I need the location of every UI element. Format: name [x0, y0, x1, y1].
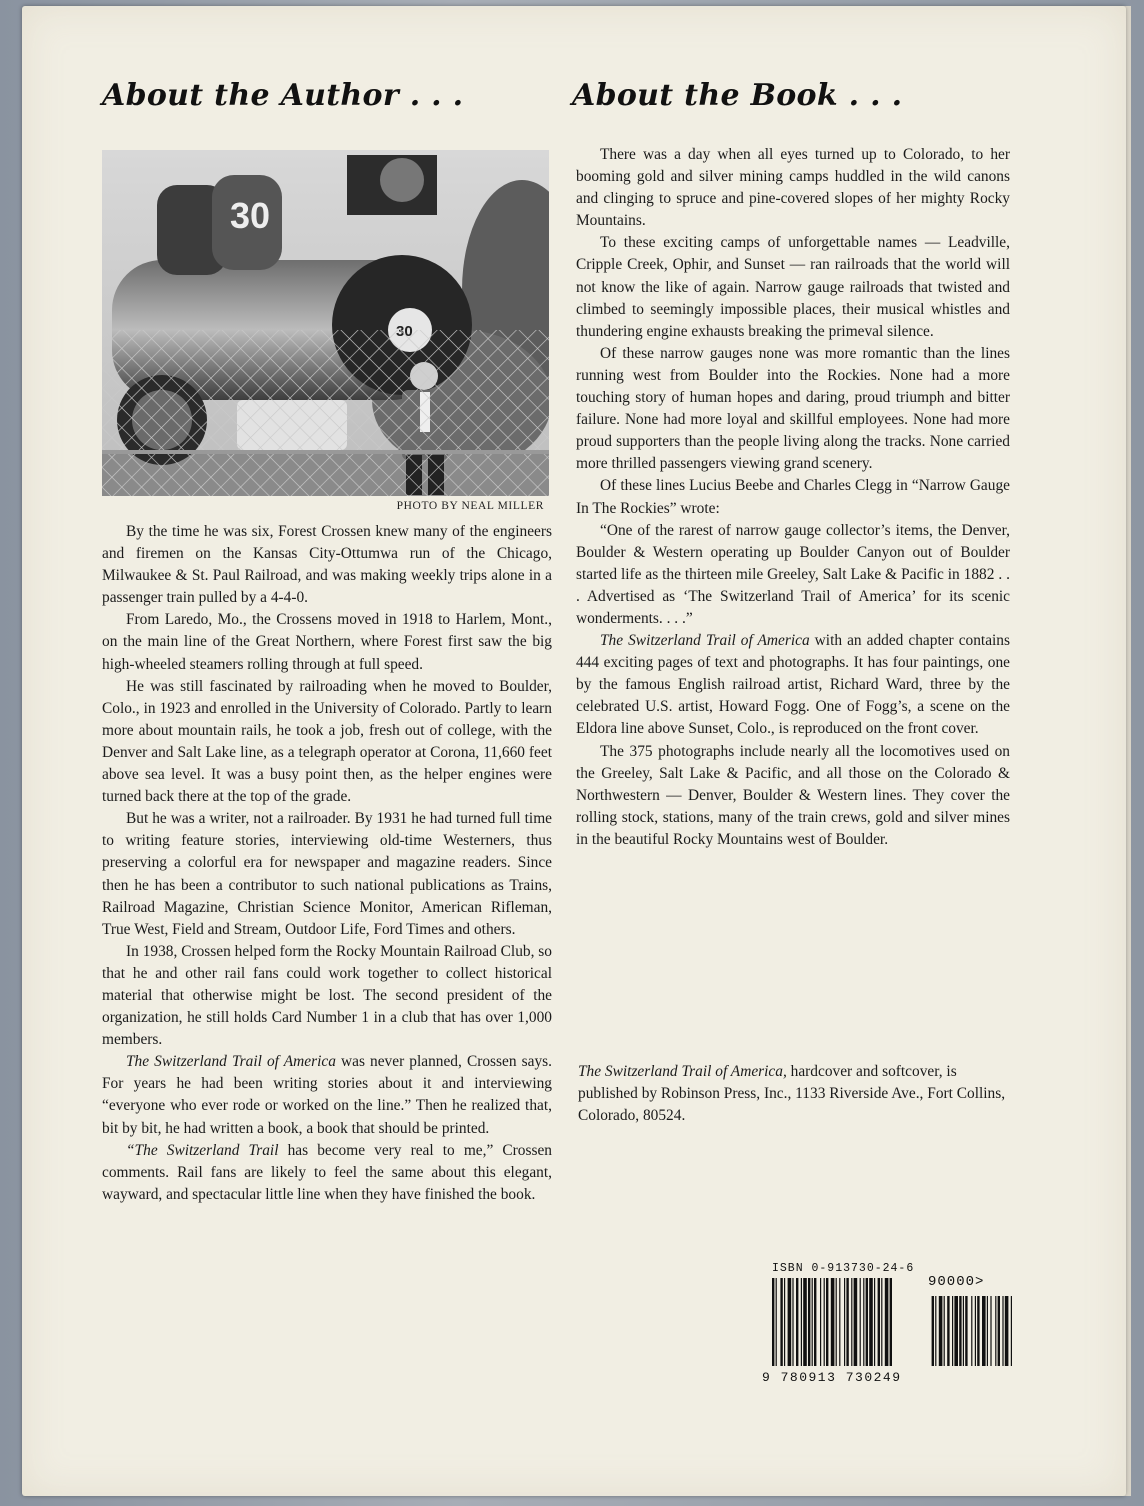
- barcode-bar: [844, 1278, 845, 1366]
- barcode-bar: [784, 1278, 785, 1366]
- barcode-bar: [885, 1278, 889, 1366]
- barcode-bar: [820, 1278, 821, 1366]
- barcode-bar: [881, 1278, 882, 1366]
- barcode-bar: [975, 1296, 976, 1366]
- barcode-bar: [1005, 1296, 1009, 1366]
- isbn-barcode: [762, 1262, 1016, 1387]
- about-author-heading: About the Author . . .: [102, 78, 464, 113]
- barcode-bar: [854, 1278, 858, 1366]
- barcode-bar: [772, 1278, 774, 1366]
- author-paragraph: In 1938, Crossen helped form the Rocky Mountain Railroad Club, so that he and other rail fans could work together to collect historical material that otherwise might be lost. The second president of the organization, he still holds Card Number 1 in a club that has over 1,000 members.: [102, 942, 552, 1049]
- barcode-bar: [939, 1296, 943, 1366]
- book-paragraph: Of these narrow gauges none was more romantic than the lines running west from Boulder into the Rockies. None had a more touching story of human hopes and daring, proud triumph and bitter failure. None had more loyal and skillful employees. None had more proud supporters than the people living along the tracks. None carried more thrilled passengers viewing grand scenery.: [576, 344, 1010, 473]
- barcode-bars: [768, 1278, 1016, 1370]
- barcode-bar: [1011, 1296, 1012, 1366]
- isbn-label: ISBN 0-913730-24-6: [772, 1262, 915, 1275]
- barcode-bar: [963, 1296, 964, 1366]
- barcode-bar: [952, 1296, 953, 1366]
- book-paragraph: The 375 photographs include nearly all the locomotives used on the Greeley, Salt Lake & Pacific, and all those on the Colorado & Northwestern — Denver, Boulder & Western lines. They cover the rolling stock, stations, many of the train crews, gold and silver mines in the beautiful Rocky Mountains west of Boulder.: [576, 742, 1010, 848]
- author-paragraph: By the time he was six, Forest Crossen knew many of the engineers and firemen on the Kansas City-Ottumwa run of the Chicago, Milwaukee & St. Paul Railroad, and was making weekly trips alone in a passenger train pulled by a 4-4-0.: [102, 523, 552, 607]
- barcode-bar: [803, 1278, 807, 1366]
- barcode-bar: [776, 1278, 777, 1366]
- book-paragraph: To these exciting camps of unforgettable names — Leadville, Cripple Creek, Ophir, and Sunset — ran railroads that the world will not know the like of again. Narrow gauge railroads that twisted and climbed to seemingly impossible places, their musical whistles and thundering engine exhausts breaking the primeval silence.: [576, 234, 1010, 340]
- paragraph-text: with an added chapter contains 444 exciting pages of text and photographs. It has four paintings, one by the famous English railroad artist, Richard Ward, three by the celebrated U.S. artist, Howard Fogg. One of Fogg’s, a scene on the Eldora line above Sunset, Colo., is reproduced on the front cover.: [576, 632, 1010, 738]
- barcode-bar: [971, 1296, 972, 1366]
- author-paragraph: But he was a writer, not a railroader. By 1931 he had turned full time to writing feature stories, interviewing old-time Westerners, thus preserving a colorful era for newspaper and magazine readers. Since then he has been a contributor to such national publications as Trains, Railroad Magazine, Christian Science Monitor, American Rifleman, True West, Field and Stream, Outdoor Life, Ford Times and others.: [102, 810, 552, 938]
- book-title: The Switzerland Trail of America: [600, 632, 810, 650]
- author-paragraph: [102, 1051, 552, 1139]
- barcode-bar: [814, 1278, 816, 1366]
- publisher-info: [578, 1061, 1010, 1127]
- about-book-heading: About the Book . . .: [572, 78, 903, 113]
- barcode-bar: [780, 1278, 782, 1366]
- barcode-bar: [808, 1278, 810, 1366]
- ean-digits: 9 780913 730249: [762, 1370, 902, 1385]
- barcode-bar: [866, 1278, 868, 1366]
- book-paragraph: [576, 630, 1010, 740]
- barcode-bar: [826, 1278, 828, 1366]
- barcode-bar: [851, 1278, 852, 1366]
- barcode-bar: [812, 1278, 813, 1366]
- barcode-bar: [947, 1296, 949, 1366]
- author-locomotive-photo: [102, 150, 549, 496]
- price-code: 90000>: [928, 1274, 985, 1290]
- barcode-bar: [954, 1296, 958, 1366]
- barcode-bar: [874, 1278, 875, 1366]
- barcode-bar: [977, 1296, 979, 1366]
- barcode-bar: [932, 1296, 934, 1366]
- barcode-bar: [944, 1296, 945, 1366]
- barcode-bar: [995, 1296, 996, 1366]
- barcode-bar: [863, 1278, 864, 1366]
- photo-credit: PHOTO BY NEAL MILLER: [396, 500, 544, 512]
- barcode-bar: [890, 1278, 892, 1366]
- book-paragraph: There was a day when all eyes turned up to Colorado, to her booming gold and silver mining camps huddled in the wild canons and clinging to spruce and pine-covered slopes of her mighty Rocky Mountains.: [576, 146, 1010, 230]
- barcode-bar: [935, 1296, 936, 1366]
- barcode-bar: [990, 1296, 991, 1366]
- barcode-bar: [1002, 1296, 1003, 1366]
- barcode-bar: [878, 1278, 880, 1366]
- barcode-bar: [860, 1278, 861, 1366]
- author-paragraph: [102, 1140, 552, 1206]
- barcode-bar: [846, 1278, 848, 1366]
- book-paragraph: Of these lines Lucius Beebe and Charles Clegg in “Narrow Gauge In The Rockies” wrote:: [576, 477, 1010, 517]
- author-paragraph: He was still fascinated by railroading when he moved to Boulder, Colo., in 1923 and enrolled in the University of Colorado. Partly to learn more about mountain rails, he took a job, fresh out of college, with the Denver and Salt Lake line, as a telegraph operator at Corona, 11,660 feet above sea level. It was a busy point then, as the helper engines were turned back there at the top of the grade.: [102, 677, 552, 806]
- barcode-bar: [824, 1278, 825, 1366]
- author-biography: [102, 521, 552, 1206]
- paragraph-text: has become very real to me,” Crossen comments. Rail fans are likely to feel the same about this elegant, wayward, and spectacular little line when they have finished the book.: [102, 1141, 552, 1203]
- book-title: The Switzerland Trail of America,: [578, 1063, 787, 1080]
- barcode-bar: [831, 1278, 835, 1366]
- svg-text:30: 30: [230, 195, 271, 236]
- publisher-text: hardcover and softcover, is published by Robinson Press, Inc., 1133 Riverside Ave., Fort Collins, Colorado, 80524.: [578, 1063, 1006, 1124]
- barcode-bar: [839, 1278, 840, 1366]
- author-paragraph: From Laredo, Mo., the Crossens moved in 1918 to Harlem, Mont., on the main line of the Great Northern, where Forest first saw the big high-wheeled steamers rolling through at full speed.: [102, 611, 552, 673]
- barcode-bar: [801, 1278, 802, 1366]
- barcode-bar: [959, 1296, 961, 1366]
- barcode-bar: [796, 1278, 798, 1366]
- paragraph-text: was never planned, Crossen says. For years he had been writing stories about it and interviewing “everyone who ever rode or worked on the line.” Then he realized that, bit by bit, he had written a book, a book that should be printed.: [102, 1053, 552, 1137]
- book-quote: “One of the rarest of narrow gauge collector’s items, the Denver, Boulder & Western operating up Boulder Canyon out of Boulder started life as the thirteen mile Greeley, Salt Lake & Pacific in 1882 . . . Advertised as ‘The Switzerland Trail of America’ for its scenic wonderments. . . .”: [576, 521, 1010, 627]
- barcode-bar: [792, 1278, 793, 1366]
- barcode-bar: [982, 1296, 986, 1366]
- book-title: The Switzerland Trail of America: [126, 1053, 336, 1071]
- barcode-bar: [965, 1296, 967, 1366]
- barcode-bar: [987, 1296, 988, 1366]
- barcode-bar: [998, 1296, 1000, 1366]
- book-description: [576, 144, 1010, 851]
- barcode-bar: [788, 1278, 792, 1366]
- barcode-bar: [836, 1278, 837, 1366]
- book-title: “The Switzerland Trail: [126, 1141, 279, 1159]
- barcode-bar: [869, 1278, 873, 1366]
